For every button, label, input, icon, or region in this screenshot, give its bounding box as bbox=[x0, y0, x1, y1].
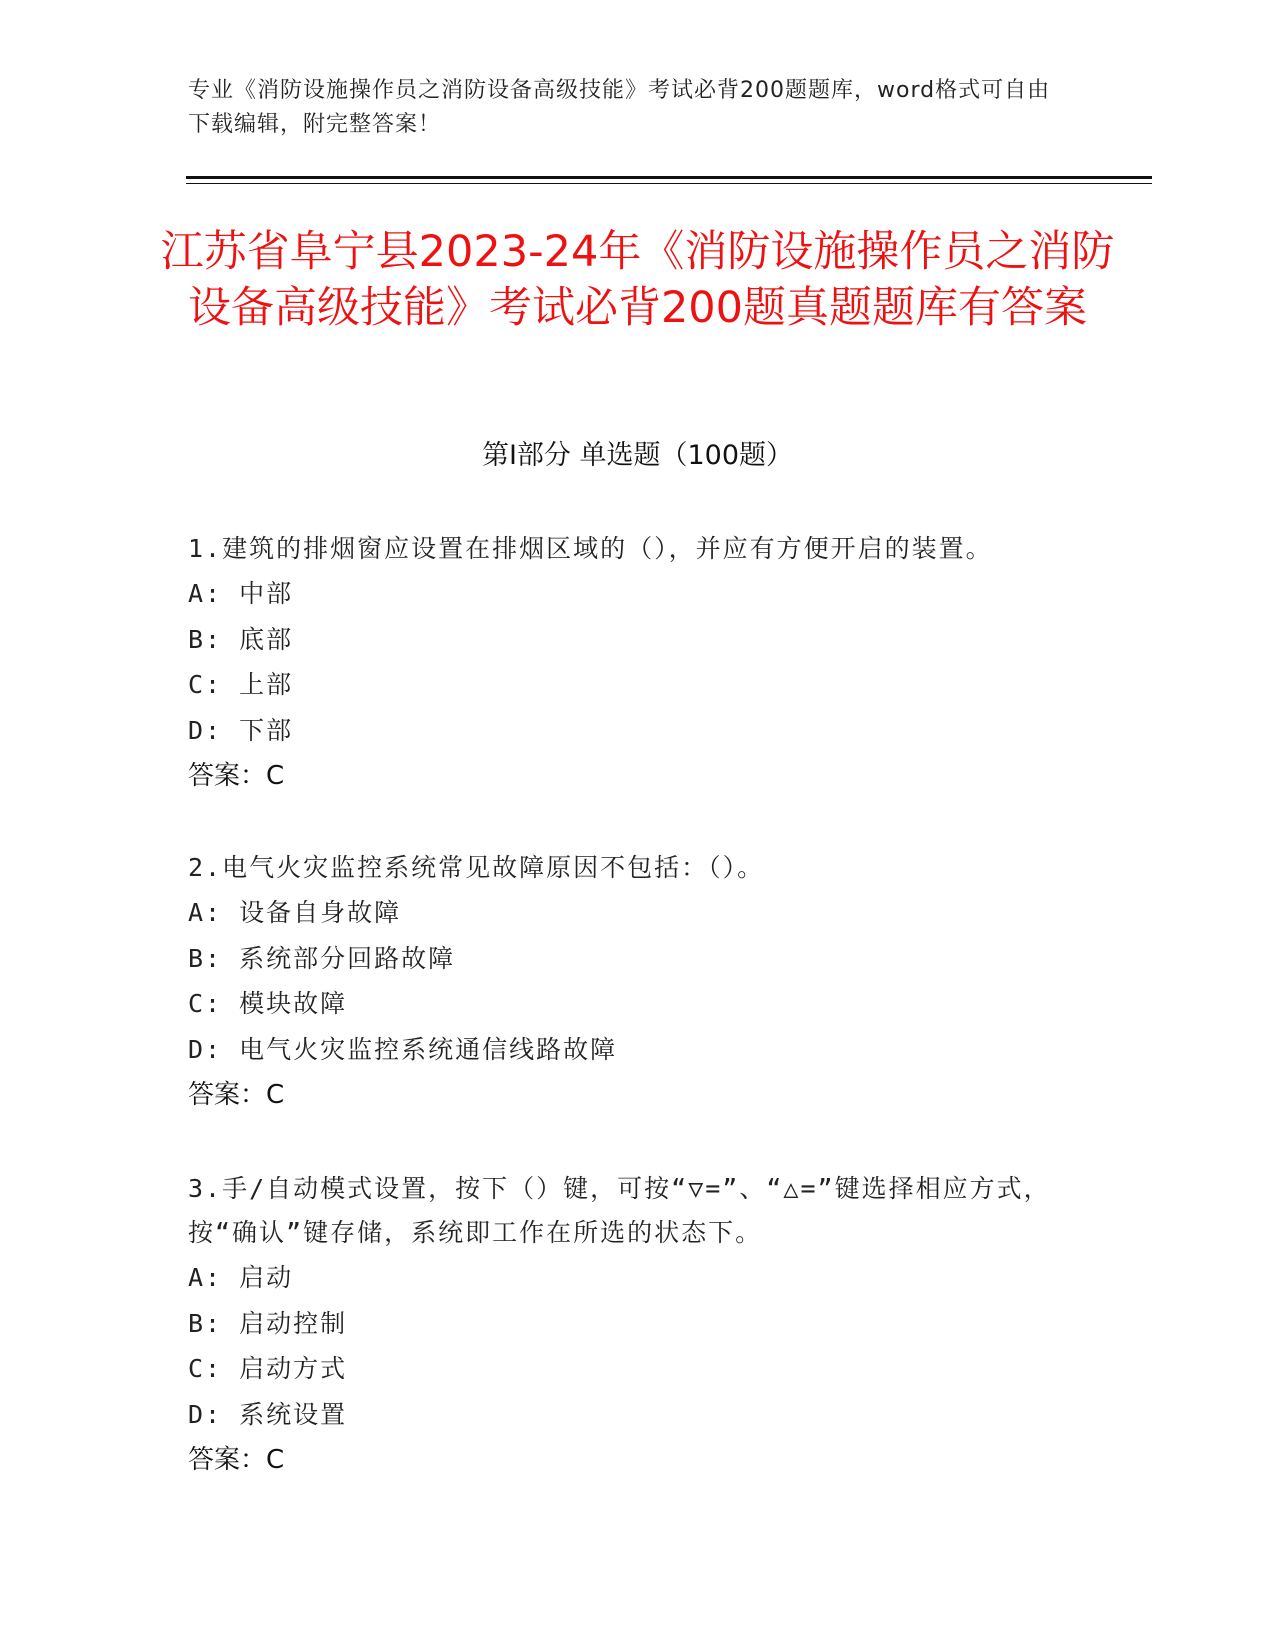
option-a: A: 启动 bbox=[188, 1263, 294, 1292]
option-a: A: 设备自身故障 bbox=[188, 898, 402, 927]
question-stem: 3.手/自动模式设置，按下（）键，可按“▽=”、“△=”键选择相应方式，按“确认”键存储，系统即工作在所选的状态下。 bbox=[188, 1174, 1051, 1247]
option-d: D: 电气火灾监控系统通信线路故障 bbox=[188, 1034, 618, 1064]
document-title: 江苏省阜宁县2023-24年《消防设施操作员之消防设备高级技能》考试必背200题真题题库有答案 bbox=[160, 227, 1115, 333]
question-block bbox=[188, 846, 1088, 1118]
question-stem: 2.电气火灾监控系统常见故障原因不包括：（）。 bbox=[188, 853, 765, 882]
option-b: B: 系统部分回路故障 bbox=[188, 943, 456, 973]
option-b: B: 底部 bbox=[188, 624, 294, 654]
header-divider-thin bbox=[186, 183, 1152, 184]
option-b: B: 启动控制 bbox=[188, 1308, 348, 1338]
question-block bbox=[188, 1167, 1088, 1483]
option-d: D: 下部 bbox=[188, 715, 294, 745]
answer: 答案：C bbox=[188, 761, 285, 791]
option-a: A: 中部 bbox=[188, 579, 294, 608]
header-divider-thick bbox=[186, 176, 1152, 179]
option-d: D: 系统设置 bbox=[188, 1399, 348, 1429]
option-c: C: 启动方式 bbox=[188, 1354, 348, 1383]
option-c: C: 上部 bbox=[188, 670, 294, 699]
header-note: 专业《消防设施操作员之消防设备高级技能》考试必背200题题库，word格式可自由下载编辑，附完整答案！ bbox=[188, 78, 1051, 137]
question-block bbox=[188, 527, 1088, 799]
question-stem: 1.建筑的排烟窗应设置在排烟区域的（），并应有方便开启的装置。 bbox=[188, 534, 993, 563]
answer: 答案：C bbox=[188, 1080, 285, 1110]
option-c: C: 模块故障 bbox=[188, 989, 348, 1018]
answer: 答案：C bbox=[188, 1445, 285, 1475]
section-heading: 第I部分 单选题（100题） bbox=[481, 440, 794, 471]
